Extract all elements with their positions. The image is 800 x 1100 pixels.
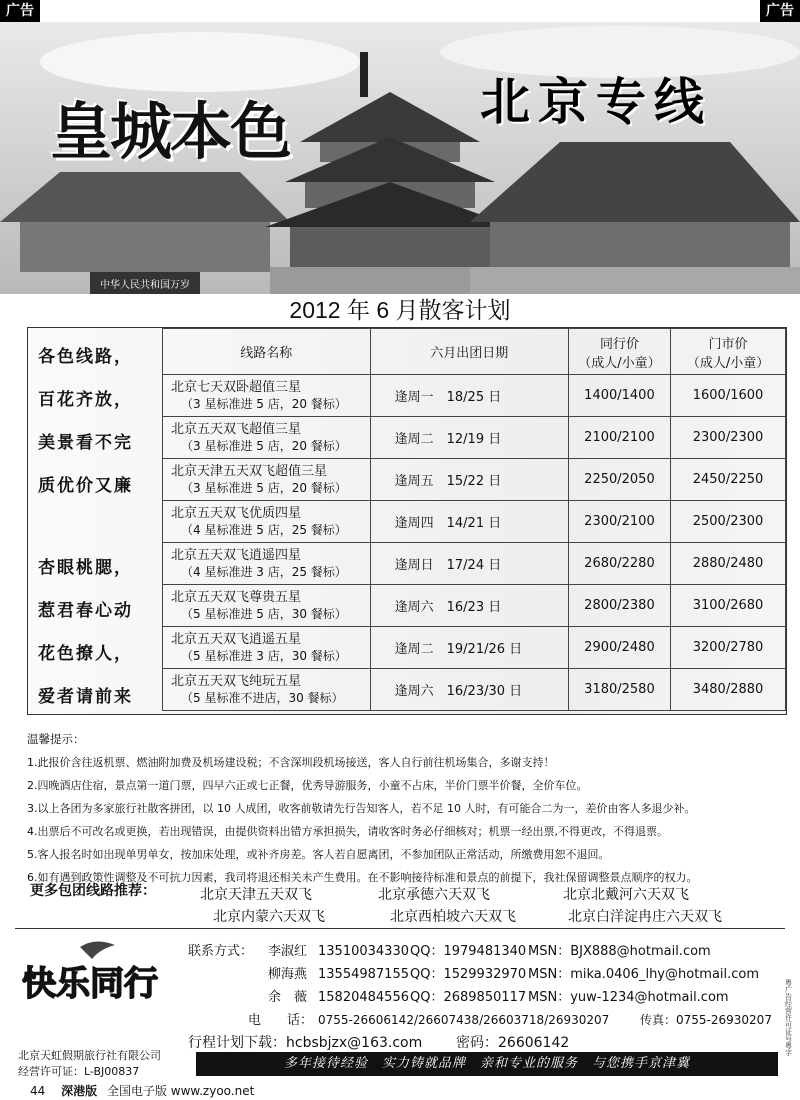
slogan-line: 美景看不完 xyxy=(38,433,133,453)
table-row: 北京五天双飞纯玩五星 （5 星标准不进店，30 餐标） 逢周六 16/23/30 日 3180/2580 3480/2880 xyxy=(163,669,786,711)
site-label[interactable]: 全国电子版 www.zyoo.net xyxy=(106,1084,255,1098)
slogan-bar: 多年接待经验 实力铸就品牌 亲和专业的服务 与您携手京津冀 xyxy=(196,1052,778,1076)
company-name: 北京天虹假期旅行社有限公司 xyxy=(18,1049,161,1062)
company-license: 经营许可证：L-BJ00837 xyxy=(18,1065,140,1078)
note-item: 1.此报价含往返机票、燃油附加费及机场建设税；不含深圳段机场接送，客人自行前往机场集合，多谢支持！ xyxy=(27,756,555,769)
contact-name: 柳海燕 xyxy=(268,967,308,982)
note-item: 2.四晚酒店住宿，景点第一道门票，四早六正或七正餐，优秀导游服务，小童不占床，半价门票半价餐，全价车位。 xyxy=(27,779,588,792)
note-item: 6.如有遇到政策性调整及不可抗力因素，我司将退还相关未产生费用。在不影响接待标准和景点的前提下，我社保留调整景点顺序的权力。 xyxy=(27,871,698,884)
fax-number: 传真：0755-26930207 xyxy=(640,1013,772,1027)
contact-phone: 13554987155 xyxy=(318,967,409,982)
slogan-line: 百花齐放， xyxy=(38,390,133,410)
slogan-line: 花色撩人， xyxy=(38,644,133,664)
more-route-item: 北京承德六天双飞 xyxy=(378,887,490,903)
table-row: 北京天津五天双飞超值三星 （3 星标准进 5 店，20 餐标） 逢周五 15/22 日 2250/2050 2450/2250 xyxy=(163,459,786,501)
logo-text: 快乐同行 xyxy=(22,964,158,1004)
notes-section xyxy=(27,728,785,889)
page-number: 44 xyxy=(30,1084,46,1098)
table-row: 北京五天双飞逍遥五星 （5 星标准进 3 店，30 餐标） 逢周二 19/21/26 日 2900/2480 3200/2780 xyxy=(163,627,786,669)
contact-name: 余 薇 xyxy=(268,990,308,1005)
contact-msn[interactable]: MSN：yuw-1234@hotmail.com xyxy=(528,990,729,1005)
dove-icon xyxy=(80,941,115,959)
contact-qq: QQ：1979481340 xyxy=(410,944,527,959)
schedule-table xyxy=(162,328,786,711)
more-route-item: 北京白洋淀冉庄六天双飞 xyxy=(568,909,722,925)
tel-label: 电 话： xyxy=(248,1013,314,1028)
page-footer xyxy=(30,1082,254,1099)
note-item: 5.客人报名时如出现单男单女，按加床处理，或补齐房差。客人若自愿离团，不参加团队正常活动，所缴费用恕不退回。 xyxy=(27,848,610,861)
divider xyxy=(15,928,785,929)
header-date: 六月出团日期 xyxy=(370,329,568,375)
more-route-item: 北京北戴河六天双飞 xyxy=(563,887,689,903)
table-row: 北京七天双卧超值三星 （3 星标准进 5 店，20 餐标） 逢周一 18/25 日 1400/1400 1600/1600 xyxy=(163,375,786,417)
edition-label: 深港版 xyxy=(61,1084,98,1098)
contact-msn[interactable]: MSN：BJX888@hotmail.com xyxy=(528,944,711,959)
ad-tag-left: 广告 xyxy=(0,0,40,22)
ad-tag-right: 广告 xyxy=(760,0,800,22)
table-row: 北京五天双飞尊贵五星 （5 星标准进 5 店，30 餐标） 逢周六 16/23 日 2800/2380 3100/2680 xyxy=(163,585,786,627)
header-route: 线路名称 xyxy=(163,329,371,375)
brand-calligraphy: 皇城本色 xyxy=(50,95,291,168)
slogan-line: 杏眼桃腮， xyxy=(38,558,133,578)
download-email[interactable]: 行程计划下载：hcbsbjzx@163.com xyxy=(188,1035,423,1051)
tel-numbers: 0755-26606142/26607438/26603718/26930207 xyxy=(318,1013,610,1027)
company-info xyxy=(18,1048,161,1080)
header-peer-price: 同行价 （成人/小童） xyxy=(568,329,670,375)
contact-phone: 15820484556 xyxy=(318,990,409,1005)
plan-title: 2012 年 6 月散客计划 xyxy=(289,297,511,323)
header-store-price: 门市价 （成人/小童） xyxy=(671,329,786,375)
side-license-text: 粤广告经营许可证号粤字 xyxy=(785,979,792,1057)
more-route-item: 北京西柏坡六天双飞 xyxy=(390,909,516,925)
slogan-line: 爱者请前来 xyxy=(38,687,133,707)
more-routes-label: 更多包团线路推荐： xyxy=(30,883,156,899)
download-password: 密码：26606142 xyxy=(456,1035,570,1051)
table-row: 北京五天双飞逍遥四星 （4 星标准进 3 店，25 餐标） 逢周日 17/24 日 2680/2280 2880/2480 xyxy=(163,543,786,585)
contact-phone: 13510034330 xyxy=(318,944,409,959)
note-item: 4.出票后不可改名或更换，若出现错误，由提供资料出错方承担损失，请收客时务必仔细核对；机票一经出票,不得更改，不得退票。 xyxy=(27,825,668,838)
contact-name: 李淑红 xyxy=(268,944,308,959)
more-route-item: 北京内蒙六天双飞 xyxy=(213,909,325,925)
notes-heading: 温馨提示： xyxy=(27,732,85,746)
table-header-row xyxy=(163,329,786,375)
table-row: 北京五天双飞优质四星 （4 星标准进 5 店，25 餐标） 逢周四 14/21 日 2300/2100 2500/2300 xyxy=(163,501,786,543)
hero-banner xyxy=(0,22,800,294)
company-logo xyxy=(20,937,170,1007)
table-row: 北京五天双飞超值三星 （3 星标准进 5 店，20 餐标） 逢周二 12/19 日 2100/2100 2300/2300 xyxy=(163,417,786,459)
slogan-line: 惹君春心动 xyxy=(38,601,133,621)
hero-title: 北京专线 xyxy=(480,72,712,131)
contact-label: 联系方式： xyxy=(188,944,254,959)
contact-msn[interactable]: MSN：mika.0406_lhy@hotmail.com xyxy=(528,967,760,982)
contact-qq: QQ：1529932970 xyxy=(410,967,527,982)
contact-qq: QQ：2689850117 xyxy=(410,990,527,1005)
schedule-table-panel xyxy=(27,327,787,715)
more-route-item: 北京天津五天双飞 xyxy=(200,887,312,903)
slogan-line: 各色线路， xyxy=(38,347,133,367)
slogan-column xyxy=(28,328,162,714)
note-item: 3.以上各团为多家旅行社散客拼团，以 10 人成团，收客前敬请先行告知客人，若不足 10 人时，有可能合二为一，差价由客人多退少补。 xyxy=(27,802,696,815)
slogan-line: 质优价又廉 xyxy=(38,476,133,496)
gate-sign: 中华人民共和国万岁 xyxy=(100,280,190,291)
